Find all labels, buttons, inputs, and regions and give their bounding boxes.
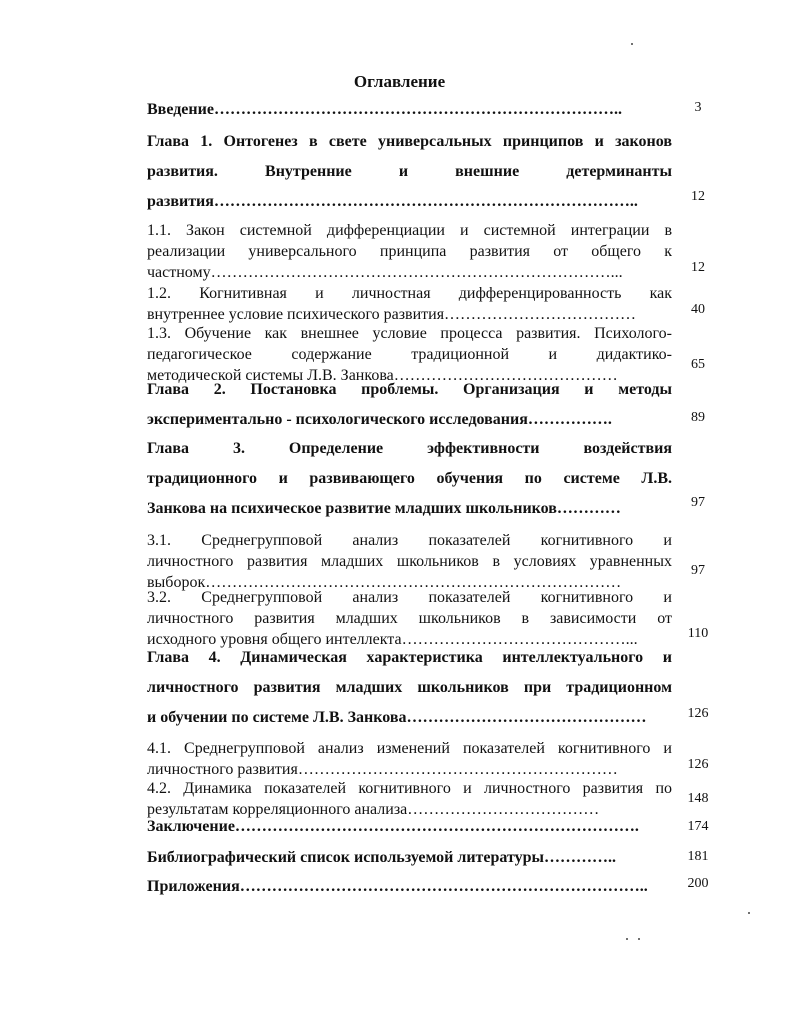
- entry-line: Глава 3. Определение эффективности воздействия: [147, 440, 672, 457]
- entry-line: Глава 2. Постановка проблемы. Организация и методы: [147, 381, 672, 398]
- page-number: 181: [687, 849, 709, 864]
- toc-entry-chapter-2[interactable]: [147, 375, 672, 435]
- toc-entry-conclusion[interactable]: [147, 812, 672, 842]
- entry-line: традиционного и развивающего обучения по системе Л.В.: [147, 470, 672, 487]
- entry-line: реализации универсального принципа развития от общего к: [147, 243, 672, 260]
- entry-line: личностного развития младших школьников в зависимости от: [147, 610, 672, 627]
- entry-line: выборок……………………………………………………………………: [147, 574, 622, 591]
- entry-line: 4.2. Динамика показателей когнитивного и личностного развития по: [147, 780, 672, 797]
- toc-entry-section-1-1[interactable]: [147, 220, 672, 283]
- entry-line: Глава 1. Онтогенез в свете универсальных принципов и законов: [147, 133, 672, 150]
- toc-entry-bibliography[interactable]: [147, 843, 672, 873]
- toc-entry-appendices[interactable]: [147, 872, 672, 902]
- entry-line: и обучении по системе Л.В. Занкова………………………………………: [147, 709, 647, 726]
- toc-entry-chapter-3[interactable]: [147, 434, 672, 524]
- page-number: 89: [691, 410, 705, 425]
- toc-entry-section-3-1[interactable]: [147, 530, 672, 593]
- entry-line: развития……………………………………………………………………..: [147, 193, 638, 210]
- entry-line: 3.2. Среднегрупповой анализ показателей когнитивного и: [147, 589, 672, 606]
- page-number: 12: [691, 260, 705, 275]
- toc-entry-chapter-4[interactable]: [147, 643, 672, 733]
- page-number: 12: [691, 189, 705, 204]
- entry-line: 4.1. Среднегрупповой анализ изменений показателей когнитивного и: [147, 740, 672, 757]
- page-number: 97: [691, 495, 705, 510]
- page-number: 110: [687, 626, 709, 641]
- entry-line: личностного развития……………………………………………………: [147, 761, 618, 778]
- entry-line: 1.3. Обучение как внешнее условие процесса развития. Психолого-: [147, 325, 672, 342]
- toc-entry-introduction[interactable]: [147, 95, 672, 125]
- entry-line: исходного уровня общего интеллекта……………………………………...: [147, 631, 638, 648]
- toc-entry-section-3-2[interactable]: [147, 587, 672, 650]
- entry-line: личностного развития младших школьников при традиционном: [147, 679, 672, 696]
- toc-entry-section-4-1[interactable]: [147, 738, 672, 780]
- page-number: 126: [687, 706, 709, 721]
- page-number: 200: [687, 876, 709, 891]
- entry-line: результатам корреляционного анализа………………………………: [147, 801, 600, 818]
- page-number: 126: [687, 757, 709, 772]
- entry-line: 1.1. Закон системной дифференциации и системной интеграции в: [147, 222, 672, 239]
- entry-line: экспериментально - психологического исследования…………….: [147, 411, 612, 428]
- entry-line: методической системы Л.В. Занкова……………………………………: [147, 367, 618, 384]
- entry-line: Занкова на психическое развитие младших школьников…………: [147, 500, 621, 517]
- toc-entry-chapter-1[interactable]: [147, 127, 672, 217]
- scan-speck: [626, 938, 628, 940]
- entry-line: частному…………………………………………………………………...: [147, 264, 623, 281]
- entry-line: личностного развития младших школьников в условиях уравненных: [147, 553, 672, 570]
- entry-line: Библиографический список используемой литературы…………..: [147, 849, 617, 866]
- entry-line: Глава 4. Динамическая характеристика интеллектуального и: [147, 649, 672, 666]
- page-number: 40: [691, 302, 705, 317]
- scan-speck: [638, 938, 640, 940]
- toc-entry-section-1-2[interactable]: [147, 283, 672, 325]
- entry-line: педагогическое содержание традиционной и дидактико-: [147, 346, 672, 363]
- entry-line: Введение…………………………………………………………………..: [147, 101, 622, 118]
- page-number: 148: [687, 791, 709, 806]
- toc-title: Оглавление: [353, 72, 446, 91]
- entry-line: 3.1. Среднегрупповой анализ показателей когнитивного и: [147, 532, 672, 549]
- entry-line: Приложения…………………………………………………………………..: [147, 878, 648, 895]
- page-number: 174: [687, 819, 709, 834]
- entry-line: 1.2. Когнитивная и личностная дифференцированность как: [147, 285, 672, 302]
- page-number: 3: [694, 100, 702, 115]
- entry-line: развития. Внутренние и внешние детерминанты: [147, 163, 672, 180]
- entry-line: Заключение………………………………………………………………….: [147, 818, 639, 835]
- page-number: 97: [691, 563, 705, 578]
- scan-speck: [748, 912, 750, 914]
- entry-line: внутреннее условие психического развития………………………………: [147, 306, 637, 323]
- page-number: 65: [691, 357, 705, 372]
- scan-speck: [631, 43, 633, 45]
